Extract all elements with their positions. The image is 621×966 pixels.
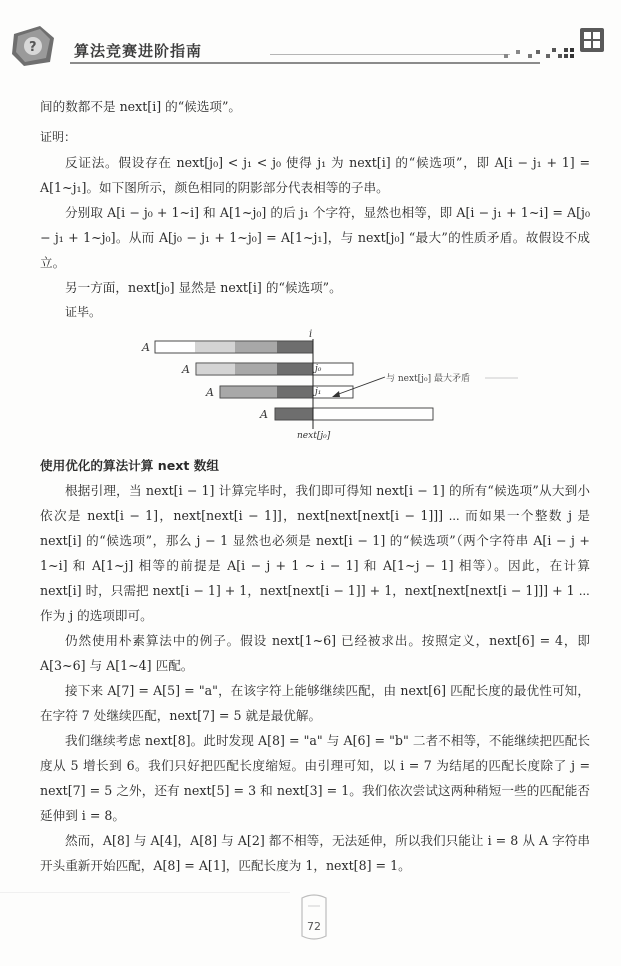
qed-label: 证毕。 bbox=[65, 305, 102, 319]
svg-text:?: ? bbox=[29, 40, 37, 55]
fig-label-i: i bbox=[309, 329, 313, 340]
paragraph-proof-3: 另一方面，next[j₀] 显然是 next[i] 的“候选项”。 bbox=[65, 280, 342, 295]
paragraph-continuation: 间的数都不是 next[i] 的“候选项”。 bbox=[40, 99, 241, 114]
paragraph-lemma: 根据引理，当 next[i − 1] 计算完毕时，我们即可得知 next[i − 1] 的所有“候选项”从大到小依次是 next[i − 1]，next[next[i − 1]]，next[next[next[i − 1]]] ⋯ 而如果一个整数 j 是 next[i] 的“候选项”，那么 j − 1 显然也必须是 next[i − 1] 的“候选项”（两个字符串 A[i − j + 1~i] 和 A[1~j] 相等的前提是 A[i − j + 1 ~ i − 1] 和 A[1~j − 1] 相等）。因此，在计算 next[i] 时，只需把 next[i − 1] + 1，next[next[i − 1]] + 1，next[next[next[i − 1]]] + 1 ⋯ 作为 j 的选项即可。 bbox=[40, 483, 590, 623]
fig-label-a-3: A bbox=[206, 386, 214, 399]
paragraph-proof-1: 反证法。假设存在 next[j₀] < j₁ < j₀ 使得 j₁ 为 next[i] 的“候选项”，即 A[i − j₁ + 1] = A[1~j₁]。如下图所示，颜色相同的阴影部分代表相等的子串。 bbox=[40, 155, 590, 195]
page-number: 72 bbox=[307, 920, 321, 933]
fig-label-a-4: A bbox=[260, 408, 268, 421]
fig-label-next-j0: next[j₀] bbox=[297, 431, 331, 441]
section-title: 使用优化的算法计算 next 数组 bbox=[40, 458, 219, 473]
fig-label-j1: j₁ bbox=[315, 387, 322, 397]
paragraph-example-2: 接下来 A[7] = A[5] = "a"，在该字符上能够继续匹配，由 next[6] 匹配长度的最优性可知，在字符 7 处继续匹配，next[7] = 5 就是最优解。 bbox=[40, 683, 590, 723]
book-title: 算法竞赛进阶指南 bbox=[74, 42, 203, 60]
fig-annotation: 与 next[j₀] 最大矛盾 bbox=[386, 374, 470, 384]
fig-label-j0: j₀ bbox=[315, 364, 322, 374]
page-content bbox=[40, 94, 590, 878]
paragraph-proof-2: 分别取 A[i − j₀ + 1~i] 和 A[1~j₀] 的后 j₁ 个字符，显然也相等，即 A[i − j₁ + 1~i] = A[j₀ − j₁ + 1~j₀]。从而 A[j₀ − j₁ + 1~j₀] = A[1~j₁]，与 next[j₀] “最大”的性质矛盾。故假设不成立。 bbox=[40, 205, 590, 270]
paragraph-example-3: 我们继续考虑 next[8]。此时发现 A[8] = "a" 与 A[6] = "b" 二者不相等，不能继续把匹配长度从 5 增长到 6。我们只好把匹配长度缩短。由引理可知，以 i = 7 为结尾的匹配长度除了 j = next[7] = 5 之外，还有 next[5] = 3 和 next[3] = 1。我们依次尝试这两种稍短一些的匹配能否延伸到 i = 8。 bbox=[40, 733, 590, 823]
fig-label-a-1: A bbox=[142, 341, 150, 354]
grid-icon bbox=[580, 28, 604, 52]
header-dots-decoration bbox=[502, 44, 576, 60]
book-logo-icon bbox=[10, 24, 58, 68]
fig-label-a-2: A bbox=[182, 363, 190, 376]
proof-diagram bbox=[40, 325, 590, 445]
page-header bbox=[0, 0, 621, 80]
proof-figure bbox=[40, 325, 590, 445]
header-divider bbox=[70, 62, 540, 64]
paragraph-example-1: 仍然使用朴素算法中的例子。假设 next[1~6] 已经被求出。按照定义，next[6] = 4，即 A[3~6] 与 A[1~4] 匹配。 bbox=[40, 633, 590, 673]
paragraph-example-4: 然而，A[8] 与 A[4]，A[8] 与 A[2] 都不相等，无法延伸，所以我们只能让 i = 8 从 A 字符串开头重新开始匹配，A[8] = A[1]，匹配长度为 1，next[8] = 1。 bbox=[40, 833, 590, 873]
header-divider-thin bbox=[270, 54, 510, 55]
proof-label: 证明： bbox=[40, 130, 77, 144]
